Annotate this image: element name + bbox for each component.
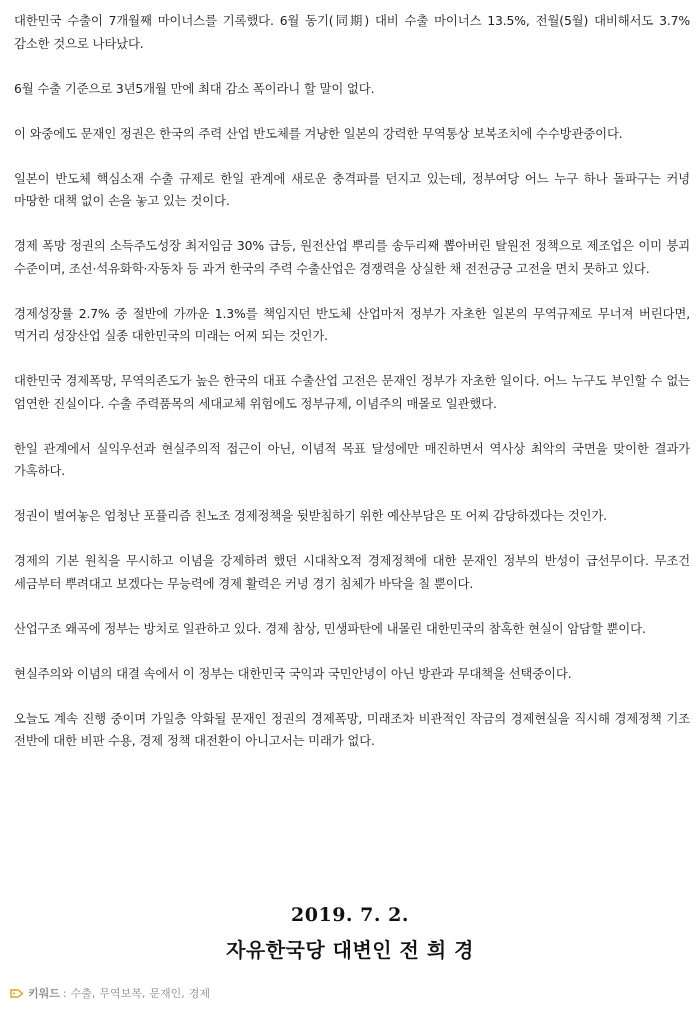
keywords-separator: : (62, 986, 67, 1000)
keyword-comma: , (91, 986, 96, 1000)
keyword-tag-link[interactable]: 경제 (188, 987, 211, 1000)
paragraph: 이 와중에도 문재인 정권은 한국의 주력 산업 반도체를 겨냥한 일본의 강력한 무역통상 보복조치에 수수방관중이다. (14, 125, 623, 141)
keyword-tag-link[interactable]: 문재인 (149, 987, 182, 1000)
paragraph: 대한민국 수출이 7개월째 마이너스를 기록했다. 6월 동기(同期) 대비 수출 마이너스 13.5%, 전월(5월) 대비해서도 3.7% 감소한 것으로 나타났다. (14, 13, 690, 51)
paragraph: 산업구조 왜곡에 정부는 방치로 일관하고 있다. 경제 참상, 민생파탄에 내몰린 대한민국의 참혹한 현실이 암담할 뿐이다. (14, 620, 646, 636)
article-body (14, 10, 690, 775)
paragraph: 현실주의와 이념의 대결 속에서 이 정부는 대한민국 국익과 국민안녕이 아닌 방관과 무대책을 선택중이다. (14, 665, 572, 681)
paragraph: 대한민국 경제폭망, 무역의존도가 높은 한국의 대표 수출산업 고전은 문재인 정부가 자초한 일이다. 어느 누구도 부인할 수 없는 엄연한 진실이다. 수출 주력품목의 세대교체 위험에도 정부규제, 이념주의 매몰로 일관했다. (14, 373, 690, 411)
signature-spokesperson: 자유한국당 대변인 전 희 경 (226, 938, 474, 962)
paragraph: 일본이 반도체 핵심소재 수출 규제로 한일 관계에 새로운 충격파를 던지고 있는데, 정부여당 어느 누구 하나 돌파구는 커녕 마땅한 대책 없이 손을 놓고 있는 것이다. (14, 170, 690, 208)
keywords-bar (10, 985, 210, 1001)
signature-date: 2019. 7. 2. (291, 904, 409, 926)
paragraph: 한일 관계에서 실익우선과 현실주의적 접근이 아닌, 이념적 목표 달성에만 매진하면서 역사상 최악의 국면을 맞이한 결과가 가혹하다. (14, 440, 690, 478)
paragraph: 오늘도 계속 진행 중이며 가일층 악화될 문재인 정권의 경제폭망, 미래조차 비관적인 작금의 경제현실을 직시해 경제정책 기조 전반에 대한 비판 수용, 경제 정책 대전환이 아니고서는 미래가 없다. (14, 710, 690, 748)
keyword-tag-link[interactable]: 무역보복 (99, 987, 142, 1000)
paragraph: 6월 수출 기준으로 3년5개월 만에 최대 감소 폭이라니 할 말이 없다. (14, 80, 375, 96)
paragraph: 경제성장률 2.7% 중 절반에 가까운 1.3%를 책임지던 반도체 산업마저 정부가 자초한 일본의 무역규제로 무너져 버린다면, 먹거리 성장산업 실종 대한민국의 미래는 어찌 되는 것인가. (14, 305, 690, 343)
keyword-tag-icon (10, 988, 24, 999)
keyword-comma: , (141, 986, 146, 1000)
paragraph: 정권이 벌여놓은 엄청난 포퓰리즘 친노조 경제정책을 뒷받침하기 위한 예산부담은 또 어찌 감당하겠다는 것인가. (14, 508, 607, 523)
keyword-tag-link[interactable]: 수출 (70, 987, 92, 1000)
keywords-label: 키워드 (28, 987, 60, 1000)
paragraph: 경제의 기본 원칙을 무시하고 이념을 강제하려 했던 시대착오적 경제정책에 대한 문재인 정부의 반성이 급선무이다. 무조건 세금부터 뿌려대고 보겠다는 무능력에 경제 활력은 커녕 경기 침체가 바닥을 칠 뿐이다. (14, 553, 690, 591)
paragraph: 경제 폭망 정권의 소득주도성장 최저임금 30% 급등, 원전산업 뿌리를 송두리째 뽑아버린 탈원전 정책으로 제조업은 이미 붕괴 수준이며, 조선·석유화학·자동차 등 과거 한국의 주력 수출산업은 경쟁력을 상실한 채 전전긍긍 고전을 면치 못하고 있다. (14, 238, 690, 276)
keyword-comma: , (181, 986, 185, 1000)
